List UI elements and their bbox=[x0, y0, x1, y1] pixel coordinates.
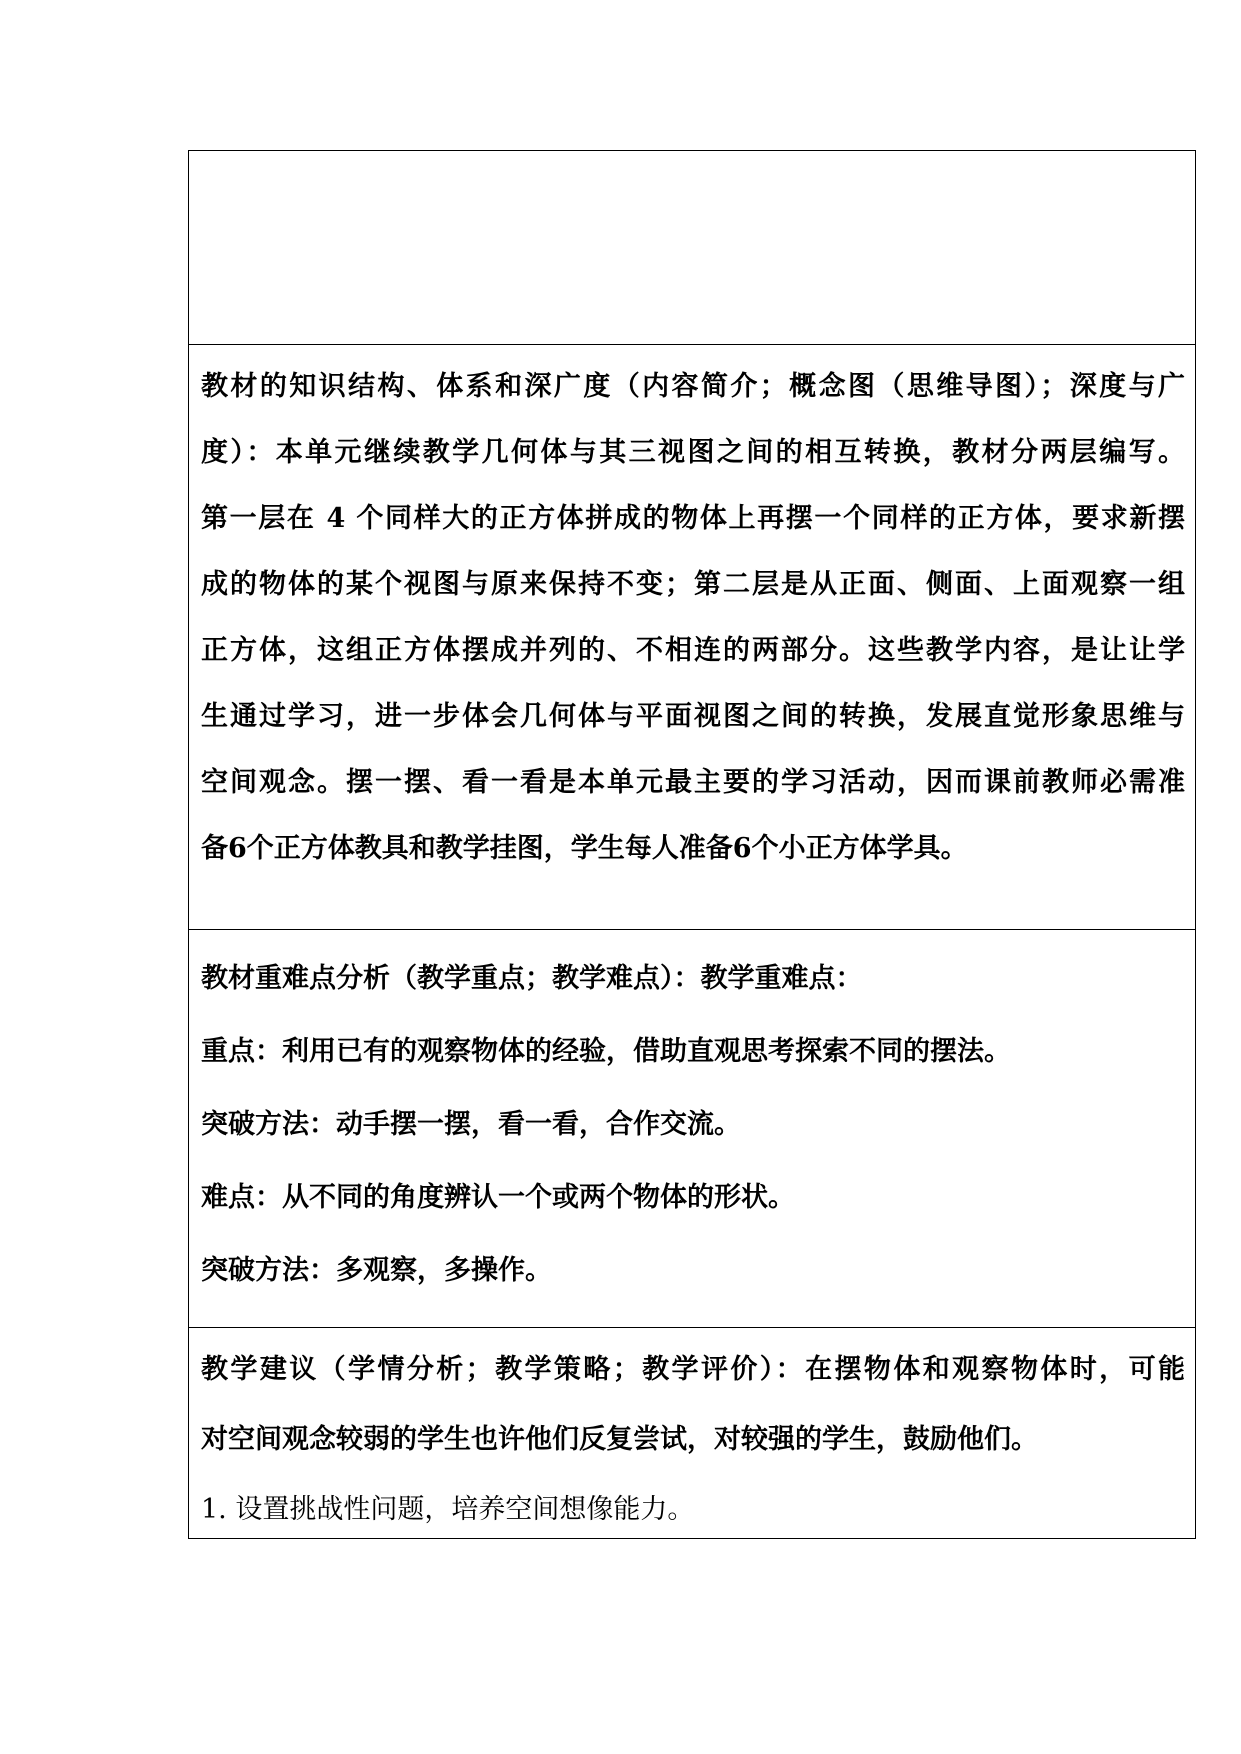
paragraph-line: 成的物体的某个视图与原来保持不变；第二层是从正面、侧面、上面观察一组 bbox=[201, 569, 1185, 600]
paragraph-line: 度）：本单元继续教学几何体与其三视图之间的相互转换，教材分两层编写。 bbox=[201, 437, 1185, 468]
paragraph-line: 第一层在 4 个同样大的正方体拼成的物体上再摆一个同样的正方体，要求新摆 bbox=[201, 503, 1185, 534]
hard-point: 难点：从不同的角度辨认一个或两个物体的形状。 bbox=[201, 1182, 795, 1213]
key-point-method: 突破方法：动手摆一摆，看一看，合作交流。 bbox=[201, 1109, 741, 1140]
paragraph-line: 生通过学习，进一步体会几何体与平面视图之间的转换，发展直觉形象思维与 bbox=[201, 701, 1185, 732]
hard-point-method: 突破方法：多观察，多操作。 bbox=[201, 1255, 552, 1286]
suggestion-line: 对空间观念较弱的学生也许他们反复尝试，对较强的学生，鼓励他们。 bbox=[201, 1424, 1038, 1455]
paragraph-line: 备6个正方体教具和教学挂图，学生每人准备6个小正方体学具。 bbox=[201, 833, 968, 864]
paragraph-line: 正方体，这组正方体摆成并列的、不相连的两部分。这些教学内容，是让让学 bbox=[201, 635, 1185, 666]
lesson-plan-table bbox=[188, 150, 1196, 1539]
suggestion-line: 教学建议（学情分析；教学策略；教学评价）：在摆物体和观察物体时，可能 bbox=[201, 1354, 1185, 1385]
knowledge-structure-cell bbox=[189, 345, 1195, 882]
paragraph-line: 空间观念。摆一摆、看一看是本单元最主要的学习活动，因而课前教师必需准 bbox=[201, 767, 1185, 798]
empty-row bbox=[189, 151, 1195, 344]
difficulty-heading: 教材重难点分析（教学重点；教学难点）：教学重难点： bbox=[201, 963, 863, 994]
teaching-suggestion-cell bbox=[189, 1328, 1195, 1545]
teaching-suggestion-row bbox=[189, 1327, 1195, 1538]
difficulty-analysis-row bbox=[189, 929, 1195, 1327]
paragraph-line: 教材的知识结构、体系和深广度（内容简介；概念图（思维导图）；深度与广 bbox=[201, 371, 1185, 402]
suggestion-list-item: 1. 设置挑战性问题，培养空间想像能力。 bbox=[201, 1494, 695, 1525]
key-point: 重点：利用已有的观察物体的经验，借助直观思考探索不同的摆法。 bbox=[201, 1036, 1011, 1067]
difficulty-analysis-cell bbox=[189, 930, 1195, 1307]
knowledge-structure-row bbox=[189, 344, 1195, 929]
